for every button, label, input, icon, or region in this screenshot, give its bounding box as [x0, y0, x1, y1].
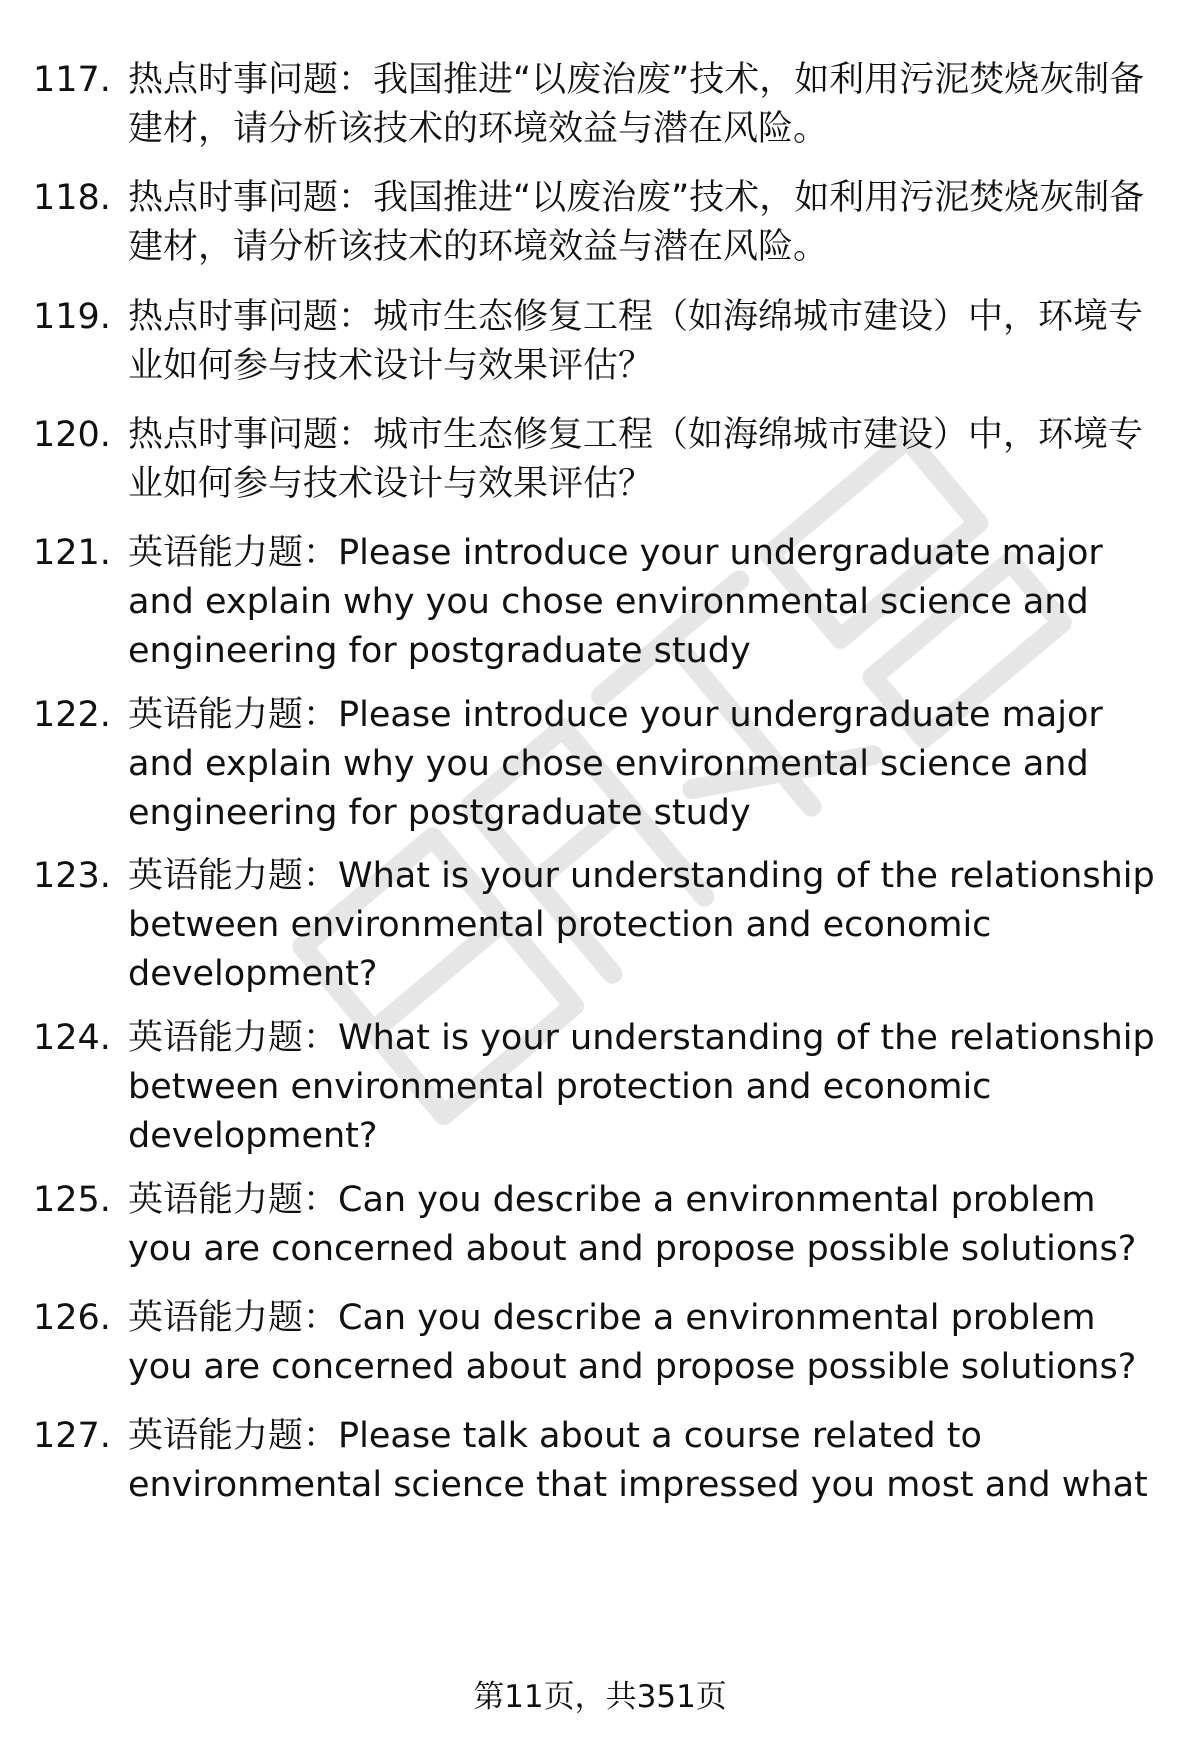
- question-number: 119.: [33, 297, 111, 337]
- question-text: [128, 174, 1168, 272]
- question-category: 英语能力题：: [128, 1018, 339, 1058]
- question-category: 热点时事问题：: [128, 415, 374, 455]
- question-text: [128, 1294, 1168, 1392]
- question-number: 118.: [33, 178, 111, 218]
- question-body: Can you describe a environmental problem you are concerned about and propose possible solutions?: [128, 1298, 1137, 1387]
- question-number: 126.: [33, 1298, 111, 1338]
- question-category: 热点时事问题：: [128, 297, 374, 337]
- question-text: [128, 1014, 1168, 1161]
- question-text: [128, 852, 1168, 999]
- question-category: 英语能力题：: [128, 1298, 339, 1338]
- question-body: Please introduce your undergraduate major and explain why you chose environmental science and engineering for postgraduate study: [128, 695, 1103, 833]
- question-body: Can you describe a environmental problem you are concerned about and propose possible solutions?: [128, 1180, 1137, 1269]
- question-number: 122.: [33, 695, 111, 735]
- question-body: Please talk about a course related to environmental science that impressed you most and what: [128, 1416, 1148, 1505]
- question-text: [128, 691, 1168, 838]
- question-number: 117.: [33, 60, 111, 100]
- question-text: [128, 411, 1168, 509]
- question-body: 我国推进“以废治废”技术，如利用污泥焚烧灰制备建材，请分析该技术的环境效益与潜在风险。: [128, 60, 1145, 149]
- question-text: [128, 56, 1168, 154]
- question-text: [128, 1176, 1168, 1274]
- question-body: 城市生态修复工程（如海绵城市建设）中，环境专业如何参与技术设计与效果评估？: [128, 297, 1144, 386]
- question-number: 125.: [33, 1180, 111, 1220]
- question-number: 121.: [33, 533, 111, 573]
- question-category: 热点时事问题：: [128, 60, 374, 100]
- question-category: 热点时事问题：: [128, 178, 374, 218]
- question-category: 英语能力题：: [128, 1180, 339, 1220]
- question-number: 124.: [33, 1018, 111, 1058]
- question-category: 英语能力题：: [128, 856, 339, 896]
- question-text: [128, 1412, 1168, 1510]
- question-number: 127.: [33, 1416, 111, 1456]
- question-category: 英语能力题：: [128, 533, 339, 573]
- question-body: 城市生态修复工程（如海绵城市建设）中，环境专业如何参与技术设计与效果评估？: [128, 415, 1144, 504]
- question-category: 英语能力题：: [128, 695, 339, 735]
- question-body: Please introduce your undergraduate major and explain why you chose environmental science and engineering for postgraduate study: [128, 533, 1103, 671]
- page-indicator: 第11页，共351页: [473, 1679, 727, 1715]
- question-body: 我国推进“以废治废”技术，如利用污泥焚烧灰制备建材，请分析该技术的环境效益与潜在风险。: [128, 178, 1145, 267]
- question-number: 123.: [33, 856, 111, 896]
- question-text: [128, 293, 1168, 391]
- question-text: [128, 529, 1168, 676]
- question-body: What is your understanding of the relationship between environmental protection and economic development?: [128, 1018, 1155, 1156]
- question-number: 120.: [33, 415, 111, 455]
- question-body: What is your understanding of the relationship between environmental protection and economic development?: [128, 856, 1155, 994]
- question-category: 英语能力题：: [128, 1416, 339, 1456]
